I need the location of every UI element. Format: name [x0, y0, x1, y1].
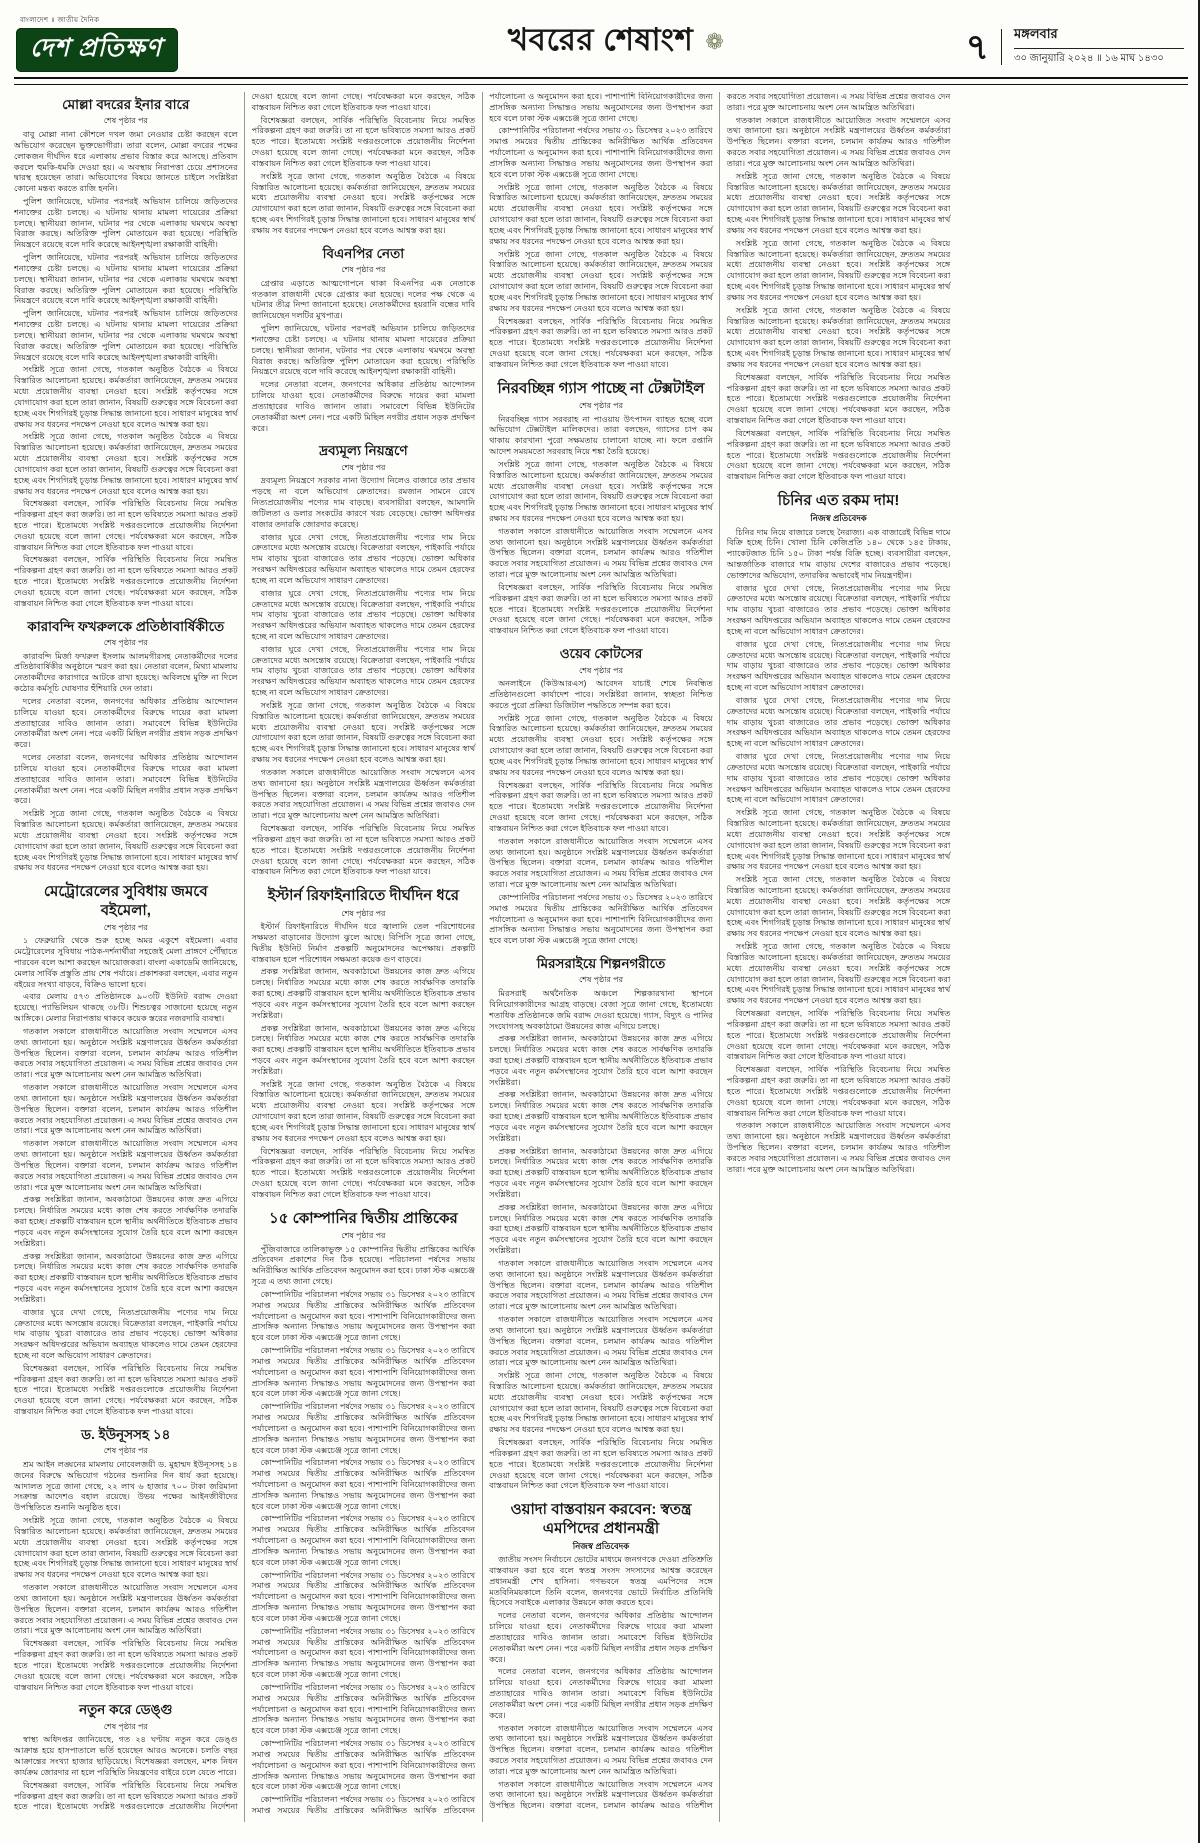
body-paragraph: কোম্পানিটির পরিচালনা পর্ষদের সভায় ৩১ ডিসেম্বর ২০২৩ তারিখে সমাপ্ত সময়ের দ্বিতীয় প্রান্তিকের অনিরীক্ষিত আর্থিক প্রতিবেদন পর্যালোচনা ও অনুমোদন করা হবে। পাশাপাশি বিনিয়োগকারীদের জন্য প্রাসঙ্গিক অন্যান্য সিদ্ধান্তও সভায় অনুমোদনের জন্য উপস্থাপন করা হবে বলে ঢাকা স্টক এক্সচেঞ্জ সূত্রে জানা গেছে। — [251, 1570, 476, 1623]
continued-from-label: শেষ পৃষ্ঠার পর — [103, 922, 148, 932]
body-paragraph: সংশ্লিষ্ট সূত্রে জানা গেছে, গতকাল অনুষ্ঠিত বৈঠকে এ বিষয়ে বিস্তারিত আলোচনা হয়েছে। কর্মকর্তারা জানিয়েছেন, দ্রুততম সময়ের মধ্যে প্রয়োজনীয় ব্যবস্থা নেওয়া হবে। সংশ্লিষ্ট কর্তৃপক্ষের সঙ্গে যোগাযোগ করা হলে তারা জানান, বিষয়টি গুরুত্বের সঙ্গে বিবেচনা করা হচ্ছে এবং শিগগিরই চূড়ান্ত সিদ্ধান্ত জানানো হবে। সাধারণ মানুষের স্বার্থ রক্ষায় সব ধরনের পদক্ষেপ নেওয়া হবে বলেও আশ্বস্ত করা হয়। — [489, 713, 713, 777]
body-paragraph: বিশেষজ্ঞরা বলছেন, সার্বিক পরিস্থিতি বিবেচনায় নিয়ে সমন্বিত পরিকল্পনা গ্রহণ করা জরুরি। তা না হলে ভবিষ্যতে সমস্যা আরও প্রকট হতে পারে। ইতোমধ্যে সংশ্লিষ্ট দপ্তরগুলোকে প্রয়োজনীয় নির্দেশনা দেওয়া হয়েছে বলে জানা গেছে। পর্যবেক্ষকরা মনে করছেন, সঠিক বাস্তবায়ন নিশ্চিত করা গেলে ইতিবাচক ফল পাওয়া যাবে। — [489, 582, 713, 636]
article-mirsarai — [489, 956, 713, 1492]
body-paragraph: গতকাল সকালে রাজধানীতে আয়োজিত সংবাদ সম্মেলনে এসব তথ্য জানানো হয়। অনুষ্ঠানে সংশ্লিষ্ট মন্ত্রণালয়ের ঊর্ধ্বতন কর্মকর্তারা উপস্থিত ছিলেন। বক্তারা বলেন, চলমান কার্যক্রম আরও গতিশীল করতে সবার সহযোগিতা প্রয়োজন। এ সময় বিভিন্ন প্রশ্নের জবাবও দেন তারা। পরে মুক্ত আলোচনায় অংশ নেন আমন্ত্রিত অতিথিরা। — [489, 1315, 713, 1368]
body-paragraph: সংশ্লিষ্ট সূত্রে জানা গেছে, গতকাল অনুষ্ঠিত বৈঠকে এ বিষয়ে বিস্তারিত আলোচনা হয়েছে। কর্মকর্তারা জানিয়েছেন, দ্রুততম সময়ের মধ্যে প্রয়োজনীয় ব্যবস্থা নেওয়া হবে। সংশ্লিষ্ট কর্তৃপক্ষের সঙ্গে যোগাযোগ করা হলে তারা জানান, বিষয়টি গুরুত্বের সঙ্গে বিবেচনা করা হচ্ছে এবং শিগগিরই চূড়ান্ত সিদ্ধান্ত জানানো হবে। সাধারণ মানুষের স্বার্থ রক্ষায় সব ধরনের পদক্ষেপ নেওয়া হবে বলেও আশ্বস্ত করা হয়। — [489, 1371, 713, 1435]
body-paragraph: প্রকল্প সংশ্লিষ্টরা জানান, অবকাঠামো উন্নয়নের কাজ দ্রুত এগিয়ে চলছে। নির্ধারিত সময়ের মধ্যে কাজ শেষ করতে সার্বক্ষণিক তদারকি করা হচ্ছে। প্রকল্পটি বাস্তবায়ন হলে স্থানীয় অর্থনীতিতে ইতিবাচক প্রভাব পড়বে এবং নতুন কর্মসংস্থানের সুযোগ তৈরি হবে বলে আশা করছেন সংশ্লিষ্টরা। — [251, 1023, 476, 1076]
body-paragraph: পুঁজিবাজারে তালিকাভুক্ত ১৫ কোম্পানির দ্বিতীয় প্রান্তিকের আর্থিক প্রতিবেদন প্রকাশের দিন ঠিক হয়েছে। পরিচালনা পর্ষদের সভায় অনিরীক্ষিত আর্থিক প্রতিবেদন অনুমোদন করা হবে। ঢাকা স্টক এক্সচেঞ্জ সূত্রে এ তথ্য জানা গেছে। — [251, 1244, 476, 1287]
body-paragraph: সংশ্লিষ্ট সূত্রে জানা গেছে, গতকাল অনুষ্ঠিত বৈঠকে এ বিষয়ে বিস্তারিত আলোচনা হয়েছে। কর্মকর্তারা জানিয়েছেন, দ্রুততম সময়ের মধ্যে প্রয়োজনীয় ব্যবস্থা নেওয়া হবে। সংশ্লিষ্ট কর্তৃপক্ষের সঙ্গে যোগাযোগ করা হলে তারা জানান, বিষয়টি গুরুত্বের সঙ্গে বিবেচনা করা হচ্ছে এবং শিগগিরই চূড়ান্ত সিদ্ধান্ত জানানো হবে। সাধারণ মানুষের স্বার্থ রক্ষায় সব ধরনের পদক্ষেপ নেওয়া হবে বলেও আশ্বস্ত করা হয়। — [251, 171, 476, 235]
body-paragraph: সংশ্লিষ্ট সূত্রে জানা গেছে, গতকাল অনুষ্ঠিত বৈঠকে এ বিষয়ে বিস্তারিত আলোচনা হয়েছে। কর্মকর্তারা জানিয়েছেন, দ্রুততম সময়ের মধ্যে প্রয়োজনীয় ব্যবস্থা নেওয়া হবে। সংশ্লিষ্ট কর্তৃপক্ষের সঙ্গে যোগাযোগ করা হলে তারা জানান, বিষয়টি গুরুত্বের সঙ্গে বিবেচনা করা হচ্ছে এবং শিগগিরই চূড়ান্ত সিদ্ধান্ত জানানো হবে। সাধারণ মানুষের স্বার্থ রক্ষায় সব ধরনের পদক্ষেপ নেওয়া হবে বলেও আশ্বস্ত করা হয়। — [726, 171, 951, 235]
body-paragraph: সংশ্লিষ্ট সূত্রে জানা গেছে, গতকাল অনুষ্ঠিত বৈঠকে এ বিষয়ে বিস্তারিত আলোচনা হয়েছে। কর্মকর্তারা জানিয়েছেন, দ্রুততম সময়ের মধ্যে প্রয়োজনীয় ব্যবস্থা নেওয়া হবে। সংশ্লিষ্ট কর্তৃপক্ষের সঙ্গে যোগাযোগ করা হলে তারা জানান, বিষয়টি গুরুত্বের সঙ্গে বিবেচনা করা হচ্ছে এবং শিগগিরই চূড়ান্ত সিদ্ধান্ত জানানো হবে। সাধারণ মানুষের স্বার্থ রক্ষায় সব ধরনের পদক্ষেপ নেওয়া হবে বলেও আশ্বস্ত করা হয়। — [726, 238, 951, 302]
body-paragraph: পুলিশ জানিয়েছে, ঘটনার পরপরই অভিযান চালিয়ে জড়িতদের শনাক্তের চেষ্টা চলছে। এ ঘটনায় থানায় মামলা দায়েরের প্রক্রিয়া চলছে। স্থানীয়রা জানান, ঘটনার পর থেকে এলাকায় থমথমে অবস্থা বিরাজ করছে। অতিরিক্ত পুলিশ মোতায়েন করা হয়েছে। পরিস্থিতি নিয়ন্ত্রণে রয়েছে বলে দাবি করেছে আইনশৃঙ্খলা রক্ষাকারী বাহিনী। — [14, 196, 238, 250]
body-paragraph: কোম্পানিটির পরিচালনা পর্ষদের সভায় ৩১ ডিসেম্বর ২০২৩ তারিখে সমাপ্ত সময়ের দ্বিতীয় প্রান্তিকের অনিরীক্ষিত আর্থিক প্রতিবেদন পর্যালোচনা ও অনুমোদন করা হবে। পাশাপাশি বিনিয়োগকারীদের জন্য প্রাসঙ্গিক অন্যান্য সিদ্ধান্তও সভায় অনুমোদনের জন্য উপস্থাপন করা হবে বলে ঢাকা স্টক এক্সচেঞ্জ সূত্রে জানা গেছে। — [489, 126, 713, 179]
continued-from-label: শেষ পৃষ্ঠার পর — [103, 1721, 148, 1731]
continued-from-label: শেষ পৃষ্ঠার পর — [341, 908, 386, 918]
body-paragraph: বিশেষজ্ঞরা বলছেন, সার্বিক পরিস্থিতি বিবেচনায় নিয়ে সমন্বিত পরিকল্পনা গ্রহণ করা জরুরি। তা না হলে ভবিষ্যতে সমস্যা আরও প্রকট হতে পারে। ইতোমধ্যে সংশ্লিষ্ট দপ্তরগুলোকে প্রয়োজনীয় নির্দেশনা দেওয়া হয়েছে বলে জানা গেছে। পর্যবেক্ষকরা মনে করছেন, সঠিক বাস্তবায়ন নিশ্চিত করা গেলে ইতিবাচক ফল পাওয়া যাবে। — [489, 316, 713, 369]
continued-from-label: শেষ পৃষ্ঠার পর — [341, 462, 386, 472]
byline: নিজস্ব প্রতিবেদক — [810, 513, 867, 524]
body-paragraph: সংশ্লিষ্ট সূত্রে জানা গেছে, গতকাল অনুষ্ঠিত বৈঠকে এ বিষয়ে বিস্তারিত আলোচনা হয়েছে। কর্মকর্তারা জানিয়েছেন, দ্রুততম সময়ের মধ্যে প্রয়োজনীয় ব্যবস্থা নেওয়া হবে। সংশ্লিষ্ট কর্তৃপক্ষের সঙ্গে যোগাযোগ করা হলে তারা জানান, বিষয়টি গুরুত্বের সঙ্গে বিবেচনা করা হচ্ছে এবং শিগগিরই চূড়ান্ত সিদ্ধান্ত জানানো হবে। সাধারণ মানুষের স্বার্থ রক্ষায় সব ধরনের পদক্ষেপ নেওয়া হবে বলেও আশ্বস্ত করা হয়। — [726, 808, 951, 872]
continued-from-label: শেষ পৃষ্ঠার পর — [341, 1231, 386, 1241]
body-paragraph: এবার মেলায় ৫৭৩ প্রতিষ্ঠানকে ৯০৩টি ইউনিট বরাদ্দ দেওয়া হয়েছে। প্যাভিলিয়ন থাকছে ৩৮টি। শিশুচত্বর সাজানো হয়েছে নতুন আঙ্গিকে। মেলার নিরাপত্তায় থাকবে কয়েক স্তরের নজরদারি ব্যবস্থা। — [14, 992, 238, 1024]
body-paragraph: পুলিশ জানিয়েছে, ঘটনার পরপরই অভিযান চালিয়ে জড়িতদের শনাক্তের চেষ্টা চলছে। এ ঘটনায় থানায় মামলা দায়েরের প্রক্রিয়া চলছে। স্থানীয়রা জানান, ঘটনার পর থেকে এলাকায় থমথমে অবস্থা বিরাজ করছে। অতিরিক্ত পুলিশ মোতায়েন করা হয়েছে। পরিস্থিতি নিয়ন্ত্রণে রয়েছে বলে দাবি করেছে আইনশৃঙ্খলা রক্ষাকারী বাহিনী। — [14, 253, 238, 306]
body-paragraph: বাজার ঘুরে দেখা গেছে, নিত্যপ্রয়োজনীয় পণ্যের দাম নিয়ে ক্রেতাদের মধ্যে অসন্তোষ রয়েছে। বিক্রেতারা বলছেন, পাইকারি পর্যায়ে দাম বাড়ায় খুচরা বাজারেও তার প্রভাব পড়েছে। ভোক্তা অধিকার সংরক্ষণ অধিদপ্তরের অভিযান অব্যাহত থাকলেও দামে তেমন হেরফের হচ্ছে না বলে অভিযোগ সাধারণ ক্রেতাদের। — [726, 695, 951, 749]
continued-from-label: শেষ পৃষ্ঠার পর — [341, 265, 386, 275]
section-title: খবরের শেষাংশ — [507, 22, 694, 57]
body-paragraph: প্রকল্প সংশ্লিষ্টরা জানান, অবকাঠামো উন্নয়নের কাজ দ্রুত এগিয়ে চলছে। নির্ধারিত সময়ের মধ্যে কাজ শেষ করতে সার্বক্ষণিক তদারকি করা হচ্ছে। প্রকল্পটি বাস্তবায়ন হলে স্থানীয় অর্থনীতিতে ইতিবাচক প্রভাব পড়বে এবং নতুন কর্মসংস্থানের সুযোগ তৈরি হবে বলে আশা করছেন সংশ্লিষ্টরা। — [251, 967, 476, 1020]
body-paragraph: গতকাল সকালে রাজধানীতে আয়োজিত সংবাদ সম্মেলনে এসব তথ্য জানানো হয়। অনুষ্ঠানে সংশ্লিষ্ট মন্ত্রণালয়ের ঊর্ধ্বতন কর্মকর্তারা উপস্থিত ছিলেন। বক্তারা বলেন, চলমান কার্যক্রম আরও গতিশীল করতে সবার সহযোগিতা প্রয়োজন। এ সময় বিভিন্ন প্রশ্নের জবাবও দেন তারা। পরে মুক্ত আলোচনায় অংশ নেন আমন্ত্রিত অতিথিরা। — [489, 836, 713, 890]
body-paragraph: প্রকল্প সংশ্লিষ্টরা জানান, অবকাঠামো উন্নয়নের কাজ দ্রুত এগিয়ে চলছে। নির্ধারিত সময়ের মধ্যে কাজ শেষ করতে সার্বক্ষণিক তদারকি করা হচ্ছে। প্রকল্পটি বাস্তবায়ন হলে স্থানীয় অর্থনীতিতে ইতিবাচক প্রভাব পড়বে এবং নতুন কর্মসংস্থানের সুযোগ তৈরি হবে বলে আশা করছেন সংশ্লিষ্টরা। — [14, 1195, 238, 1248]
body-paragraph: বিশেষজ্ঞরা বলছেন, সার্বিক পরিস্থিতি বিবেচনায় নিয়ে সমন্বিত পরিকল্পনা গ্রহণ করা জরুরি। তা না হলে ভবিষ্যতে সমস্যা আরও প্রকট হতে পারে। ইতোমধ্যে সংশ্লিষ্ট দপ্তরগুলোকে প্রয়োজনীয় নির্দেশনা দেওয়া হয়েছে বলে জানা গেছে। পর্যবেক্ষকরা মনে করছেন, সঠিক বাস্তবায়ন নিশ্চিত করা গেলে ইতিবাচক ফল পাওয়া যাবে। — [251, 824, 476, 877]
body-paragraph: সংশ্লিষ্ট সূত্রে জানা গেছে, গতকাল অনুষ্ঠিত বৈঠকে এ বিষয়ে বিস্তারিত আলোচনা হয়েছে। কর্মকর্তারা জানিয়েছেন, দ্রুততম সময়ের মধ্যে প্রয়োজনীয় ব্যবস্থা নেওয়া হবে। সংশ্লিষ্ট কর্তৃপক্ষের সঙ্গে যোগাযোগ করা হলে তারা জানান, বিষয়টি গুরুত্বের সঙ্গে বিবেচনা করা হচ্ছে এবং শিগগিরই চূড়ান্ত সিদ্ধান্ত জানানো হবে। সাধারণ মানুষের স্বার্থ রক্ষায় সব ধরনের পদক্ষেপ নেওয়া হবে বলেও আশ্বস্ত করা হয়। — [489, 182, 713, 246]
body-paragraph: কোম্পানিটির পরিচালনা পর্ষদের সভায় ৩১ ডিসেম্বর ২০২৩ তারিখে সমাপ্ত সময়ের দ্বিতীয় প্রান্তিকের অনিরীক্ষিত আর্থিক প্রতিবেদন পর্যালোচনা ও অনুমোদন করা হবে। পাশাপাশি বিনিয়োগকারীদের জন্য প্রাসঙ্গিক অন্যান্য সিদ্ধান্তও সভায় অনুমোদনের জন্য উপস্থাপন করা হবে বলে ঢাকা স্টক এক্সচেঞ্জ সূত্রে জানা গেছে। — [251, 1514, 476, 1567]
body-paragraph: নিরবচ্ছিন্ন গ্যাস সরবরাহ না পাওয়ায় উৎপাদন ব্যাহত হচ্ছে বলে অভিযোগ টেক্সটাইল মালিকদের। তারা বলছেন, গ্যাসের চাপ কম থাকায় কারখানা পুরো সক্ষমতায় চালানো যাচ্ছে না। ফলে রপ্তানি আদেশ সময়মতো সরবরাহ নিয়ে শঙ্কা তৈরি হয়েছে। — [489, 414, 713, 457]
headline: কারাবন্দি ফখরুলকে প্রতিষ্ঠাবার্ষিকীতে — [27, 618, 225, 634]
body-paragraph: গতকাল সকালে রাজধানীতে আয়োজিত সংবাদ সম্মেলনে এসব তথ্য জানানো হয়। অনুষ্ঠানে সংশ্লিষ্ট মন্ত্রণালয়ের ঊর্ধ্বতন কর্মকর্তারা উপস্থিত ছিলেন। বক্তারা বলেন, চলমান কার্যক্রম আরও গতিশীল করতে সবার সহযোগিতা প্রয়োজন। এ সময় বিভিন্ন প্রশ্নের জবাবও দেন তারা। পরে মুক্ত আলোচনায় অংশ নেন আমন্ত্রিত অতিথিরা। — [14, 1139, 238, 1192]
newspaper-brand — [16, 14, 266, 72]
body-paragraph: গতকাল সকালে রাজধানীতে আয়োজিত সংবাদ সম্মেলনে এসব তথ্য জানানো হয়। অনুষ্ঠানে সংশ্লিষ্ট মন্ত্রণালয়ের ঊর্ধ্বতন কর্মকর্তারা উপস্থিত ছিলেন। বক্তারা বলেন, চলমান কার্যক্রম আরও গতিশীল করতে সবার সহযোগিতা প্রয়োজন। এ সময় বিভিন্ন প্রশ্নের জবাবও দেন তারা। পরে মুক্ত আলোচনায় অংশ নেন আমন্ত্রিত অতিথিরা। — [14, 1583, 238, 1636]
article-web-quotes — [489, 646, 713, 947]
article-yunus — [14, 1427, 238, 1693]
body-paragraph: গতকাল সকালে রাজধানীতে আয়োজিত সংবাদ সম্মেলনে এসব তথ্য জানানো হয়। অনুষ্ঠানে সংশ্লিষ্ট মন্ত্রণালয়ের ঊর্ধ্বতন কর্মকর্তারা উপস্থিত ছিলেন। বক্তারা বলেন, চলমান কার্যক্রম আরও গতিশীল করতে সবার সহযোগিতা প্রয়োজন। এ সময় বিভিন্ন প্রশ্নের জবাবও দেন তারা। পরে মুক্ত আলোচনায় অংশ নেন আমন্ত্রিত অতিথিরা। — [251, 767, 476, 821]
body-paragraph: বিশেষজ্ঞরা বলছেন, সার্বিক পরিস্থিতি বিবেচনায় নিয়ে সমন্বিত পরিকল্পনা গ্রহণ করা জরুরি। তা না হলে ভবিষ্যতে সমস্যা আরও প্রকট হতে পারে। ইতোমধ্যে সংশ্লিষ্ট দপ্তরগুলোকে প্রয়োজনীয় নির্দেশনা দেওয়া হয়েছে বলে জানা গেছে। পর্যবেক্ষকরা মনে করছেন, সঠিক বাস্তবায়ন নিশ্চিত করা গেলে ইতিবাচক ফল পাওয়া যাবে। — [251, 115, 476, 168]
headline: মেট্রোরেলের সুবিধায় জমবে বইমেলা, — [43, 883, 208, 919]
body-paragraph: বিশেষজ্ঞরা বলছেন, সার্বিক পরিস্থিতি বিবেচনায় নিয়ে সমন্বিত পরিকল্পনা গ্রহণ করা জরুরি। তা না হলে ভবিষ্যতে সমস্যা আরও প্রকট হতে পারে। ইতোমধ্যে সংশ্লিষ্ট দপ্তরগুলোকে প্রয়োজনীয় নির্দেশনা দেওয়া হয়েছে বলে জানা গেছে। পর্যবেক্ষকরা মনে করছেন, সঠিক বাস্তবায়ন নিশ্চিত করা গেলে ইতিবাচক ফল পাওয়া যাবে। — [726, 428, 951, 482]
headline: মিরসরাইয়ে শিল্পনগরীতে — [536, 956, 666, 971]
page-number: ৭ — [965, 25, 989, 67]
body-paragraph: গতকাল সকালে রাজধানীতে আয়োজিত সংবাদ সম্মেলনে এসব তথ্য জানানো হয়। অনুষ্ঠানে সংশ্লিষ্ট মন্ত্রণালয়ের ঊর্ধ্বতন কর্মকর্তারা উপস্থিত ছিলেন। বক্তারা বলেন, চলমান কার্যক্রম আরও গতিশীল করতে সবার সহযোগিতা প্রয়োজন। এ সময় বিভিন্ন প্রশ্নের জবাবও দেন তারা। পরে মুক্ত আলোচনায় অংশ নেন আমন্ত্রিত অতিথিরা। — [489, 526, 713, 580]
body-paragraph: গতকাল সকালে রাজধানীতে আয়োজিত সংবাদ সম্মেলনে এসব তথ্য জানানো হয়। অনুষ্ঠানে সংশ্লিষ্ট মন্ত্রণালয়ের ঊর্ধ্বতন কর্মকর্তারা উপস্থিত ছিলেন। বক্তারা বলেন, চলমান কার্যক্রম আরও গতিশীল করতে সবার সহযোগিতা প্রয়োজন। এ সময় বিভিন্ন প্রশ্নের জবাবও দেন তারা। পরে মুক্ত আলোচনায় অংশ নেন আমন্ত্রিত অতিথিরা। — [489, 92, 951, 1811]
byline: নিজস্ব প্রতিবেদক — [572, 1540, 630, 1551]
body-paragraph: দলের নেতারা বলেন, জনগণের অধিকার প্রতিষ্ঠায় আন্দোলন চালিয়ে যাওয়া হবে। নেতাকর্মীদের বিরুদ্ধে দায়ের করা মামলা প্রত্যাহারের দাবিও জানান তারা। সমাবেশে বিভিন্ন ইউনিটের নেতাকর্মীরা অংশ নেন। পরে একটি মিছিল নগরীর প্রধান সড়ক প্রদক্ষিণ করে। — [251, 380, 476, 433]
body-paragraph: কোম্পানিটির পরিচালনা পর্ষদের সভায় ৩১ ডিসেম্বর ২০২৩ তারিখে সমাপ্ত সময়ের দ্বিতীয় প্রান্তিকের অনিরীক্ষিত আর্থিক প্রতিবেদন পর্যালোচনা ও অনুমোদন করা হবে। পাশাপাশি বিনিয়োগকারীদের জন্য প্রাসঙ্গিক অন্যান্য সিদ্ধান্তও সভায় অনুমোদনের জন্য উপস্থাপন করা হবে বলে ঢাকা স্টক এক্সচেঞ্জ সূত্রে জানা গেছে। — [251, 92, 713, 1815]
headline: ড. ইউনূসসহ ১৪ — [81, 1426, 171, 1442]
body-paragraph: বিশেষজ্ঞরা বলছেন, সার্বিক পরিস্থিতি বিবেচনায় নিয়ে সমন্বিত পরিকল্পনা গ্রহণ করা জরুরি। তা না হলে ভবিষ্যতে সমস্যা আরও প্রকট হতে পারে। ইতোমধ্যে সংশ্লিষ্ট দপ্তরগুলোকে প্রয়োজনীয় নির্দেশনা দেওয়া হয়েছে বলে জানা গেছে। পর্যবেক্ষকরা মনে করছেন, সঠিক বাস্তবায়ন নিশ্চিত করা গেলে ইতিবাচক ফল পাওয়া যাবে। — [489, 780, 713, 833]
article-boimela-metro — [14, 883, 238, 1418]
body-paragraph: কোম্পানিটির পরিচালনা পর্ষদের সভায় ৩১ ডিসেম্বর ২০২৩ তারিখে সমাপ্ত সময়ের দ্বিতীয় প্রান্তিকের অনিরীক্ষিত আর্থিক প্রতিবেদন পর্যালোচনা ও অনুমোদন করা হবে। পাশাপাশি বিনিয়োগকারীদের জন্য প্রাসঙ্গিক অন্যান্য সিদ্ধান্তও সভায় অনুমোদনের জন্য উপস্থাপন করা হবে বলে ঢাকা স্টক এক্সচেঞ্জ সূত্রে জানা গেছে। — [251, 1739, 476, 1792]
body-paragraph: সংশ্লিষ্ট সূত্রে জানা গেছে, গতকাল অনুষ্ঠিত বৈঠকে এ বিষয়ে বিস্তারিত আলোচনা হয়েছে। কর্মকর্তারা জানিয়েছেন, দ্রুততম সময়ের মধ্যে প্রয়োজনীয় ব্যবস্থা নেওয়া হবে। সংশ্লিষ্ট কর্তৃপক্ষের সঙ্গে যোগাযোগ করা হলে তারা জানান, বিষয়টি গুরুত্বের সঙ্গে বিবেচনা করা হচ্ছে এবং শিগগিরই চূড়ান্ত সিদ্ধান্ত জানানো হবে। সাধারণ মানুষের স্বার্থ রক্ষায় সব ধরনের পদক্ষেপ নেওয়া হবে বলেও আশ্বস্ত করা হয়। — [489, 249, 713, 313]
flower-ornament-icon: ❁ — [705, 29, 724, 54]
headline: মোল্লা বদরের ইনার বারে — [62, 97, 190, 112]
body-paragraph: বাবু মোল্লা নানা কৌশলে দখল জমা নেওয়ার চেষ্টা করছেন বলে অভিযোগ করেছেন ভুক্তভোগীরা। তারা বলেন, মোল্লা বদরের পক্ষের লোকজন দীর্ঘদিন ধরে এলাকায় প্রভাব বিস্তার করে আসছে। প্রতিবাদ করলে হুমকি-ধমকি দেওয়া হয়। এ অবস্থায় নিরাপত্তা চেয়ে প্রশাসনের দ্বারস্থ হয়েছেন তারা। অভিযোগের বিষয়ে জানতে চাইলে সংশ্লিষ্টরা কোনো মন্তব্য করতে রাজি হননি। — [14, 130, 238, 194]
body-paragraph: অনলাইনে (কিউআরএস) আবেদন যাচাই শেষে নিবন্ধিত প্রতিষ্ঠানগুলো কার্যাদেশ পাবে। সংশ্লিষ্টরা জানান, স্বচ্ছতা নিশ্চিত করতে পুরো প্রক্রিয়া ডিজিটাল পদ্ধতিতে সম্পন্ন করা হবে। — [489, 679, 713, 710]
body-paragraph: বাজার ঘুরে দেখা গেছে, নিত্যপ্রয়োজনীয় পণ্যের দাম নিয়ে ক্রেতাদের মধ্যে অসন্তোষ রয়েছে। বিক্রেতারা বলছেন, পাইকারি পর্যায়ে দাম বাড়ায় খুচরা বাজারেও তার প্রভাব পড়েছে। ভোক্তা অধিকার সংরক্ষণ অধিদপ্তরের অভিযান অব্যাহত থাকলেও দামে তেমন হেরফের হচ্ছে না বলে অভিযোগ সাধারণ ক্রেতাদের। — [251, 532, 476, 585]
body-paragraph: গতকাল সকালে রাজধানীতে আয়োজিত সংবাদ সম্মেলনে এসব তথ্য জানানো হয়। অনুষ্ঠানে সংশ্লিষ্ট মন্ত্রণালয়ের ঊর্ধ্বতন কর্মকর্তারা উপস্থিত ছিলেন। বক্তারা বলেন, চলমান কার্যক্রম আরও গতিশীল করতে সবার সহযোগিতা প্রয়োজন। এ সময় বিভিন্ন প্রশ্নের জবাবও দেন তারা। পরে মুক্ত আলোচনায় অংশ নেন আমন্ত্রিত অতিথিরা। — [14, 1026, 238, 1080]
continued-from-label: শেষ পৃষ্ঠার পর — [103, 1446, 148, 1456]
body-paragraph: বাজার ঘুরে দেখা গেছে, নিত্যপ্রয়োজনীয় পণ্যের দাম নিয়ে ক্রেতাদের মধ্যে অসন্তোষ রয়েছে। বিক্রেতারা বলছেন, পাইকারি পর্যায়ে দাম বাড়ায় খুচরা বাজারেও তার প্রভাব পড়েছে। ভোক্তা অধিকার সংরক্ষণ অধিদপ্তরের অভিযান অব্যাহত থাকলেও দামে তেমন হেরফের হচ্ছে না বলে অভিযোগ সাধারণ ক্রেতাদের। — [251, 644, 476, 698]
newspaper-logo: দেশ প্রতিক্ষণ — [16, 28, 178, 72]
continued-from-label: শেষ পৃষ্ঠার পর — [578, 975, 623, 985]
body-paragraph: বিশেষজ্ঞরা বলছেন, সার্বিক পরিস্থিতি বিবেচনায় নিয়ে সমন্বিত পরিকল্পনা গ্রহণ করা জরুরি। তা না হলে ভবিষ্যতে সমস্যা আরও প্রকট হতে পারে। ইতোমধ্যে সংশ্লিষ্ট দপ্তরগুলোকে প্রয়োজনীয় নির্দেশনা দেওয়া হয়েছে বলে জানা গেছে। পর্যবেক্ষকরা মনে করছেন, সঠিক বাস্তবায়ন নিশ্চিত করা গেলে ইতিবাচক ফল পাওয়া যাবে। — [489, 1438, 713, 1491]
body-paragraph: পুলিশ জানিয়েছে, ঘটনার পরপরই অভিযান চালিয়ে জড়িতদের শনাক্তের চেষ্টা চলছে। এ ঘটনায় থানায় মামলা দায়েরের প্রক্রিয়া চলছে। স্থানীয়রা জানান, ঘটনার পর থেকে এলাকায় থমথমে অবস্থা বিরাজ করছে। অতিরিক্ত পুলিশ মোতায়েন করা হয়েছে। পরিস্থিতি নিয়ন্ত্রণে রয়েছে বলে দাবি করেছে আইনশৃঙ্খলা রক্ষাকারী বাহিনী। — [251, 324, 476, 377]
body-paragraph: কোম্পানিটির পরিচালনা পর্ষদের সভায় ৩১ ডিসেম্বর ২০২৩ তারিখে সমাপ্ত সময়ের দ্বিতীয় প্রান্তিকের অনিরীক্ষিত আর্থিক প্রতিবেদন পর্যালোচনা ও অনুমোদন করা হবে। পাশাপাশি বিনিয়োগকারীদের জন্য প্রাসঙ্গিক অন্যান্য সিদ্ধান্তও সভায় অনুমোদনের জন্য উপস্থাপন করা হবে বলে ঢাকা স্টক এক্সচেঞ্জ সূত্রে জানা গেছে। — [489, 892, 713, 946]
body-paragraph: ইস্টার্ন রিফাইনারিতে দীর্ঘদিন ধরে জ্বালানি তেল পরিশোধনের সক্ষমতা বাড়ানোর উদ্যোগ ঝুলে আছে। বিপিসি সূত্রে জানা গেছে, দ্বিতীয় ইউনিট নির্মাণ প্রকল্পটি অনুমোদনের অপেক্ষায়। প্রকল্পটি বাস্তবায়ন হলে পরিশোধন সক্ষমতা কয়েক গুণ বাড়বে। — [251, 922, 476, 964]
body-paragraph: জাতীয় সংসদ নির্বাচনে ভোটের মাধ্যমে জনগণকে দেওয়া প্রতিশ্রুতি বাস্তবায়ন করা হবে বলে স্বতন্ত্র সংসদ সদস্যদের আশ্বস্ত করেছেন প্রধানমন্ত্রী শেখ হাসিনা। গণভবনে স্বতন্ত্র এমপিদের সঙ্গে মতবিনিময়কালে তিনি বলেন, জনগণের ভোটে নির্বাচিত প্রতিনিধি হিসেবে সবাইকে এলাকার উন্নয়নে কাজ করতে হবে। — [489, 1555, 713, 1608]
body-paragraph: গ্রেপ্তার এড়াতে আত্মগোপনে থাকা বিএনপির এক নেতাকে গতকাল রাজধানী থেকে গ্রেপ্তার করা হয়েছে। দলের পক্ষ থেকে এ ঘটনার তীব্র নিন্দা জানানো হয়েছে। নেতাকর্মীদের হয়রানি বন্ধের দাবি জানিয়েছেন দলটির মুখপাত্র। — [251, 278, 476, 321]
body-paragraph: বিশেষজ্ঞরা বলছেন, সার্বিক পরিস্থিতি বিবেচনায় নিয়ে সমন্বিত পরিকল্পনা গ্রহণ করা জরুরি। তা না হলে ভবিষ্যতে সমস্যা আরও প্রকট হতে পারে। ইতোমধ্যে সংশ্লিষ্ট দপ্তরগুলোকে প্রয়োজনীয় নির্দেশনা দেওয়া হয়েছে বলে জানা গেছে। পর্যবেক্ষকরা মনে করছেন, সঠিক বাস্তবায়ন নিশ্চিত করা গেলে ইতিবাচক ফল পাওয়া যাবে। — [726, 1065, 951, 1118]
body-paragraph: প্রকল্প সংশ্লিষ্টরা জানান, অবকাঠামো উন্নয়নের কাজ দ্রুত এগিয়ে চলছে। নির্ধারিত সময়ের মধ্যে কাজ শেষ করতে সার্বক্ষণিক তদারকি করা হচ্ছে। প্রকল্পটি বাস্তবায়ন হলে স্থানীয় অর্থনীতিতে ইতিবাচক প্রভাব পড়বে এবং নতুন কর্মসংস্থানের সুযোগ তৈরি হবে বলে আশা করছেন সংশ্লিষ্টরা। — [489, 1034, 713, 1087]
body-paragraph: দলের নেতারা বলেন, জনগণের অধিকার প্রতিষ্ঠায় আন্দোলন চালিয়ে যাওয়া হবে। নেতাকর্মীদের বিরুদ্ধে দায়ের করা মামলা প্রত্যাহারের দাবিও জানান তারা। সমাবেশে বিভিন্ন ইউনিটের নেতাকর্মীরা অংশ নেন। পরে একটি মিছিল নগরীর প্রধান সড়ক প্রদক্ষিণ করে। — [14, 696, 238, 750]
date-block — [966, 25, 1184, 68]
headline: দ্রব্যমূল্য নিয়ন্ত্রণে — [319, 443, 408, 459]
body-paragraph: কোম্পানিটির পরিচালনা পর্ষদের সভায় ৩১ ডিসেম্বর ২০২৩ তারিখে সমাপ্ত সময়ের দ্বিতীয় প্রান্তিকের অনিরীক্ষিত আর্থিক প্রতিবেদন পর্যালোচনা ও অনুমোদন করা হবে। পাশাপাশি বিনিয়োগকারীদের জন্য প্রাসঙ্গিক অন্যান্য সিদ্ধান্তও সভায় অনুমোদনের জন্য উপস্থাপন করা হবে বলে ঢাকা স্টক এক্সচেঞ্জ সূত্রে জানা গেছে। — [251, 1402, 476, 1455]
body-paragraph: বিশেষজ্ঞরা বলছেন, সার্বিক পরিস্থিতি বিবেচনায় নিয়ে সমন্বিত পরিকল্পনা গ্রহণ করা জরুরি। তা না হলে ভবিষ্যতে সমস্যা আরও প্রকট হতে পারে। ইতোমধ্যে সংশ্লিষ্ট দপ্তরগুলোকে প্রয়োজনীয় নির্দেশনা দেওয়া হয়েছে বলে জানা গেছে। পর্যবেক্ষকরা মনে করছেন, সঠিক বাস্তবায়ন নিশ্চিত করা গেলে ইতিবাচক ফল পাওয়া যাবে। — [14, 1639, 238, 1692]
article-drobbomullo — [252, 443, 476, 878]
section-title-block — [508, 16, 724, 68]
body-paragraph: স্বাস্থ্য অধিদপ্তর জানিয়েছে, গত ২৪ ঘণ্টায় নতুন করে ডেঙ্গু আক্রান্ত হয়ে হাসপাতালে ভর্তি হয়েছেন আরও অনেকে। চলতি বছর আক্রান্তের সংখ্যা হাজার ছাড়িয়েছে। বিশেষজ্ঞরা বলছেন, মশক নিধন কার্যক্রম জোরদার না হলে পরিস্থিতি নিয়ন্ত্রণের বাইরে চলে যেতে পারে। — [14, 1735, 238, 1777]
article-flow — [14, 92, 1188, 1822]
body-paragraph: কোম্পানিটির পরিচালনা পর্ষদের সভায় ৩১ ডিসেম্বর ২০২৩ তারিখে সমাপ্ত সময়ের দ্বিতীয় প্রান্তিকের অনিরীক্ষিত আর্থিক প্রতিবেদন পর্যালোচনা ও অনুমোদন করা হবে। পাশাপাশি বিনিয়োগকারীদের জন্য প্রাসঙ্গিক অন্যান্য সিদ্ধান্তও সভায় অনুমোদনের জন্য উপস্থাপন করা হবে বলে ঢাকা স্টক এক্সচেঞ্জ সূত্রে জানা গেছে। — [251, 1626, 476, 1680]
headline: ওয়েব কোটসের — [559, 646, 643, 662]
body-paragraph: সংশ্লিষ্ট সূত্রে জানা গেছে, গতকাল অনুষ্ঠিত বৈঠকে এ বিষয়ে বিস্তারিত আলোচনা হয়েছে। কর্মকর্তারা জানিয়েছেন, দ্রুততম সময়ের মধ্যে প্রয়োজনীয় ব্যবস্থা নেওয়া হবে। সংশ্লিষ্ট কর্তৃপক্ষের সঙ্গে যোগাযোগ করা হলে তারা জানান, বিষয়টি গুরুত্বের সঙ্গে বিবেচনা করা হচ্ছে এবং শিগগিরই চূড়ান্ত সিদ্ধান্ত জানানো হবে। সাধারণ মানুষের স্বার্থ রক্ষায় সব ধরনের পদক্ষেপ নেওয়া হবে বলেও আশ্বস্ত করা হয়। — [726, 942, 951, 1006]
header-rule — [14, 77, 1188, 85]
body-paragraph: কোম্পানিটির পরিচালনা পর্ষদের সভায় ৩১ ডিসেম্বর ২০২৩ তারিখে সমাপ্ত সময়ের দ্বিতীয় প্রান্তিকের অনিরীক্ষিত আর্থিক প্রতিবেদন পর্যালোচনা ও অনুমোদন করা হবে। পাশাপাশি বিনিয়োগকারীদের জন্য প্রাসঙ্গিক অন্যান্য সিদ্ধান্তও সভায় অনুমোদনের জন্য উপস্থাপন করা হবে বলে ঢাকা স্টক এক্সচেঞ্জ সূত্রে জানা গেছে। — [251, 1289, 476, 1343]
headline: বিএনপির নেতা — [322, 245, 405, 261]
body-paragraph: কোম্পানিটির পরিচালনা পর্ষদের সভায় ৩১ ডিসেম্বর ২০২৩ তারিখে সমাপ্ত সময়ের দ্বিতীয় প্রান্তিকের অনিরীক্ষিত আর্থিক প্রতিবেদন পর্যালোচনা ও অনুমোদন করা হবে। পাশাপাশি বিনিয়োগকারীদের জন্য প্রাসঙ্গিক অন্যান্য সিদ্ধান্তও সভায় অনুমোদনের জন্য উপস্থাপন করা হবে বলে ঢাকা স্টক এক্সচেঞ্জ সূত্রে জানা গেছে। — [251, 1682, 476, 1736]
body-paragraph: প্রকল্প সংশ্লিষ্টরা জানান, অবকাঠামো উন্নয়নের কাজ দ্রুত এগিয়ে চলছে। নির্ধারিত সময়ের মধ্যে কাজ শেষ করতে সার্বক্ষণিক তদারকি করা হচ্ছে। প্রকল্পটি বাস্তবায়ন হলে স্থানীয় অর্থনীতিতে ইতিবাচক প্রভাব পড়বে এবং নতুন কর্মসংস্থানের সুযোগ তৈরি হবে বলে আশা করছেন সংশ্লিষ্টরা। — [489, 1090, 713, 1143]
body-paragraph: সংশ্লিষ্ট সূত্রে জানা গেছে, গতকাল অনুষ্ঠিত বৈঠকে এ বিষয়ে বিস্তারিত আলোচনা হয়েছে। কর্মকর্তারা জানিয়েছেন, দ্রুততম সময়ের মধ্যে প্রয়োজনীয় ব্যবস্থা নেওয়া হবে। সংশ্লিষ্ট কর্তৃপক্ষের সঙ্গে যোগাযোগ করা হলে তারা জানান, বিষয়টি গুরুত্বের সঙ্গে বিবেচনা করা হচ্ছে এবং শিগগিরই চূড়ান্ত সিদ্ধান্ত জানানো হবে। সাধারণ মানুষের স্বার্থ রক্ষায় সব ধরনের পদক্ষেপ নেওয়া হবে বলেও আশ্বস্ত করা হয়। — [14, 809, 238, 873]
body-paragraph: সংশ্লিষ্ট সূত্রে জানা গেছে, গতকাল অনুষ্ঠিত বৈঠকে এ বিষয়ে বিস্তারিত আলোচনা হয়েছে। কর্মকর্তারা জানিয়েছেন, দ্রুততম সময়ের মধ্যে প্রয়োজনীয় ব্যবস্থা নেওয়া হবে। সংশ্লিষ্ট কর্তৃপক্ষের সঙ্গে যোগাযোগ করা হলে তারা জানান, বিষয়টি গুরুত্বের সঙ্গে বিবেচনা করা হচ্ছে এবং শিগগিরই চূড়ান্ত সিদ্ধান্ত জানানো হবে। সাধারণ মানুষের স্বার্থ রক্ষায় সব ধরনের পদক্ষেপ নেওয়া হবে বলেও আশ্বস্ত করা হয়। — [251, 1079, 476, 1143]
brand-tagline: বাংলাদেশ ॥ জাতীয় দৈনিক — [20, 17, 100, 24]
body-paragraph: গতকাল সকালে রাজধানীতে আয়োজিত সংবাদ সম্মেলনে এসব তথ্য জানানো হয়। অনুষ্ঠানে সংশ্লিষ্ট মন্ত্রণালয়ের ঊর্ধ্বতন কর্মকর্তারা উপস্থিত ছিলেন। বক্তারা বলেন, চলমান কার্যক্রম আরও গতিশীল করতে সবার সহযোগিতা প্রয়োজন। এ সময় বিভিন্ন প্রশ্নের জবাবও দেন তারা। পরে মুক্ত আলোচনায় অংশ নেন আমন্ত্রিত অতিথিরা। — [726, 1121, 951, 1174]
day-label: মঙ্গলবার — [1014, 25, 1184, 49]
body-paragraph: বিশেষজ্ঞরা বলছেন, সার্বিক পরিস্থিতি বিবেচনায় নিয়ে সমন্বিত পরিকল্পনা গ্রহণ করা জরুরি। তা না হলে ভবিষ্যতে সমস্যা আরও প্রকট হতে পারে। ইতোমধ্যে সংশ্লিষ্ট দপ্তরগুলোকে প্রয়োজনীয় নির্দেশনা দেওয়া হয়েছে বলে জানা গেছে। পর্যবেক্ষকরা মনে করছেন, সঠিক বাস্তবায়ন নিশ্চিত করা গেলে ইতিবাচক ফল পাওয়া যাবে। — [14, 499, 238, 552]
body-paragraph: বিশেষজ্ঞরা বলছেন, সার্বিক পরিস্থিতি বিবেচনায় নিয়ে সমন্বিত পরিকল্পনা গ্রহণ করা জরুরি। তা না হলে ভবিষ্যতে সমস্যা আরও প্রকট হতে পারে। ইতোমধ্যে সংশ্লিষ্ট দপ্তরগুলোকে প্রয়োজনীয় নির্দেশনা দেওয়া হয়েছে বলে জানা গেছে। পর্যবেক্ষকরা মনে করছেন, সঠিক বাস্তবায়ন নিশ্চিত করা গেলে ইতিবাচক ফল পাওয়া যাবে। — [726, 372, 951, 426]
article-sugar-price — [727, 492, 951, 1176]
body-paragraph: পুলিশ জানিয়েছে, ঘটনার পরপরই অভিযান চালিয়ে জড়িতদের শনাক্তের চেষ্টা চলছে। এ ঘটনায় থানায় মামলা দায়েরের প্রক্রিয়া চলছে। স্থানীয়রা জানান, ঘটনার পর থেকে এলাকায় থমথমে অবস্থা বিরাজ করছে। অতিরিক্ত পুলিশ মোতায়েন করা হয়েছে। পরিস্থিতি নিয়ন্ত্রণে রয়েছে বলে দাবি করেছে আইনশৃঙ্খলা রক্ষাকারী বাহিনী। — [14, 309, 238, 362]
body-paragraph: সংশ্লিষ্ট সূত্রে জানা গেছে, গতকাল অনুষ্ঠিত বৈঠকে এ বিষয়ে বিস্তারিত আলোচনা হয়েছে। কর্মকর্তারা জানিয়েছেন, দ্রুততম সময়ের মধ্যে প্রয়োজনীয় ব্যবস্থা নেওয়া হবে। সংশ্লিষ্ট কর্তৃপক্ষের সঙ্গে যোগাযোগ করা হলে তারা জানান, বিষয়টি গুরুত্বের সঙ্গে বিবেচনা করা হচ্ছে এবং শিগগিরই চূড়ান্ত সিদ্ধান্ত জানানো হবে। সাধারণ মানুষের স্বার্থ রক্ষায় সব ধরনের পদক্ষেপ নেওয়া হবে বলেও আশ্বস্ত করা হয়। — [14, 365, 238, 429]
headline: ১৫ কোম্পানির দ্বিতীয় প্রান্তিকের — [269, 1209, 458, 1227]
body-paragraph: বিশেষজ্ঞরা বলছেন, সার্বিক পরিস্থিতি বিবেচনায় নিয়ে সমন্বিত পরিকল্পনা গ্রহণ করা জরুরি। তা না হলে ভবিষ্যতে সমস্যা আরও প্রকট হতে পারে। ইতোমধ্যে সংশ্লিষ্ট দপ্তরগুলোকে প্রয়োজনীয় নির্দেশনা দেওয়া হয়েছে বলে জানা গেছে। পর্যবেক্ষকরা মনে করছেন, সঠিক বাস্তবায়ন নিশ্চিত করা গেলে ইতিবাচক ফল পাওয়া যাবে। — [14, 555, 238, 608]
body-paragraph: দ্রব্যমূল্য নিয়ন্ত্রণে সরকার নানা উদ্যোগ নিলেও বাজারে তার প্রভাব পড়ছে না বলে অভিযোগ ক্রেতাদের। রমজান সামনে রেখে নিত্যপ্রয়োজনীয় পণ্যের দাম বাড়ছে। ব্যবসায়ীরা বলছেন, আমদানি জটিলতা ও ডলার সংকটের কারণে খরচ বেড়েছে। ভোক্তা অধিদপ্তর বাজার তদারকি জোরদার করেছে। — [251, 476, 476, 529]
body-paragraph: চিনির দাম নিয়ে বাজারে চলছে নৈরাজ্য। এক বাজারেই বিভিন্ন দামে বিক্রি হচ্ছে চিনি। খোলা চিনি কেজিপ্রতি ১৪০ থেকে ১৪৫ টাকায়, প্যাকেটজাত চিনি ১৫০ টাকা পর্যন্ত বিক্রি হচ্ছে। ব্যবসায়ীরা বলছেন, আন্তর্জাতিক বাজারে দাম বাড়ায় দেশের বাজারেও প্রভাব পড়েছে। ভোক্তাদের অভিযোগ, তদারকির অভাবেই দাম নিয়ন্ত্রণহীন। — [726, 527, 951, 580]
body-paragraph: সংশ্লিষ্ট সূত্রে জানা গেছে, গতকাল অনুষ্ঠিত বৈঠকে এ বিষয়ে বিস্তারিত আলোচনা হয়েছে। কর্মকর্তারা জানিয়েছেন, দ্রুততম সময়ের মধ্যে প্রয়োজনীয় ব্যবস্থা নেওয়া হবে। সংশ্লিষ্ট কর্তৃপক্ষের সঙ্গে যোগাযোগ করা হলে তারা জানান, বিষয়টি গুরুত্বের সঙ্গে বিবেচনা করা হচ্ছে এবং শিগগিরই চূড়ান্ত সিদ্ধান্ত জানানো হবে। সাধারণ মানুষের স্বার্থ রক্ষায় সব ধরনের পদক্ষেপ নেওয়া হবে বলেও আশ্বস্ত করা হয়। — [14, 1516, 238, 1580]
body-paragraph: সংশ্লিষ্ট সূত্রে জানা গেছে, গতকাল অনুষ্ঠিত বৈঠকে এ বিষয়ে বিস্তারিত আলোচনা হয়েছে। কর্মকর্তারা জানিয়েছেন, দ্রুততম সময়ের মধ্যে প্রয়োজনীয় ব্যবস্থা নেওয়া হবে। সংশ্লিষ্ট কর্তৃপক্ষের সঙ্গে যোগাযোগ করা হলে তারা জানান, বিষয়টি গুরুত্বের সঙ্গে বিবেচনা করা হচ্ছে এবং শিগগিরই চূড়ান্ত সিদ্ধান্ত জানানো হবে। সাধারণ মানুষের স্বার্থ রক্ষায় সব ধরনের পদক্ষেপ নেওয়া হবে বলেও আশ্বস্ত করা হয়। — [489, 459, 713, 523]
body-paragraph: দলের নেতারা বলেন, জনগণের অধিকার প্রতিষ্ঠায় আন্দোলন চালিয়ে যাওয়া হবে। নেতাকর্মীদের বিরুদ্ধে দায়ের করা মামলা প্রত্যাহারের দাবিও জানান তারা। সমাবেশে বিভিন্ন ইউনিটের নেতাকর্মীরা অংশ নেন। পরে একটি মিছিল নগরীর প্রধান সড়ক প্রদক্ষিণ করে। — [14, 753, 238, 806]
vertical-divider — [1001, 29, 1002, 65]
body-paragraph: বাজার ঘুরে দেখা গেছে, নিত্যপ্রয়োজনীয় পণ্যের দাম নিয়ে ক্রেতাদের মধ্যে অসন্তোষ রয়েছে। বিক্রেতারা বলছেন, পাইকারি পর্যায়ে দাম বাড়ায় খুচরা বাজারেও তার প্রভাব পড়েছে। ভোক্তা অধিকার সংরক্ষণ অধিদপ্তরের অভিযান অব্যাহত থাকলেও দামে তেমন হেরফের হচ্ছে না বলে অভিযোগ সাধারণ ক্রেতাদের। — [14, 1307, 238, 1360]
article-fakhrul — [14, 619, 238, 875]
body-paragraph: বাজার ঘুরে দেখা গেছে, নিত্যপ্রয়োজনীয় পণ্যের দাম নিয়ে ক্রেতাদের মধ্যে অসন্তোষ রয়েছে। বিক্রেতারা বলছেন, পাইকারি পর্যায়ে দাম বাড়ায় খুচরা বাজারেও তার প্রভাব পড়েছে। ভোক্তা অধিকার সংরক্ষণ অধিদপ্তরের অভিযান অব্যাহত থাকলেও দামে তেমন হেরফের হচ্ছে না বলে অভিযোগ সাধারণ ক্রেতাদের। — [726, 752, 951, 805]
body-paragraph: সংশ্লিষ্ট সূত্রে জানা গেছে, গতকাল অনুষ্ঠিত বৈঠকে এ বিষয়ে বিস্তারিত আলোচনা হয়েছে। কর্মকর্তারা জানিয়েছেন, দ্রুততম সময়ের মধ্যে প্রয়োজনীয় ব্যবস্থা নেওয়া হবে। সংশ্লিষ্ট কর্তৃপক্ষের সঙ্গে যোগাযোগ করা হলে তারা জানান, বিষয়টি গুরুত্বের সঙ্গে বিবেচনা করা হচ্ছে এবং শিগগিরই চূড়ান্ত সিদ্ধান্ত জানানো হবে। সাধারণ মানুষের স্বার্থ রক্ষায় সব ধরনের পদক্ষেপ নেওয়া হবে বলেও আশ্বস্ত করা হয়। — [251, 700, 476, 765]
article-molla-bodor — [14, 97, 238, 610]
body-paragraph: সংশ্লিষ্ট সূত্রে জানা গেছে, গতকাল অনুষ্ঠিত বৈঠকে এ বিষয়ে বিস্তারিত আলোচনা হয়েছে। কর্মকর্তারা জানিয়েছেন, দ্রুততম সময়ের মধ্যে প্রয়োজনীয় ব্যবস্থা নেওয়া হবে। সংশ্লিষ্ট কর্তৃপক্ষের সঙ্গে যোগাযোগ করা হলে তারা জানান, বিষয়টি গুরুত্বের সঙ্গে বিবেচনা করা হচ্ছে এবং শিগগিরই চূড়ান্ত সিদ্ধান্ত জানানো হবে। সাধারণ মানুষের স্বার্থ রক্ষায় সব ধরনের পদক্ষেপ নেওয়া হবে বলেও আশ্বস্ত করা হয়। — [726, 305, 951, 369]
body-paragraph: প্রকল্প সংশ্লিষ্টরা জানান, অবকাঠামো উন্নয়নের কাজ দ্রুত এগিয়ে চলছে। নির্ধারিত সময়ের মধ্যে কাজ শেষ করতে সার্বক্ষণিক তদারকি করা হচ্ছে। প্রকল্পটি বাস্তবায়ন হলে স্থানীয় অর্থনীতিতে ইতিবাচক প্রভাব পড়বে এবং নতুন কর্মসংস্থানের সুযোগ তৈরি হবে বলে আশা করছেন সংশ্লিষ্টরা। — [489, 1146, 713, 1199]
body-paragraph: মিরসরাই অর্থনৈতিক অঞ্চলে শিল্পকারখানা স্থাপনে বিনিয়োগকারীদের আগ্রহ বাড়ছে। বেজা সূত্রে জানা গেছে, ইতোমধ্যে শতাধিক প্রতিষ্ঠানকে জমি বরাদ্দ দেওয়া হয়েছে। গ্যাস, বিদ্যুৎ ও পানির সংযোগসহ অবকাঠামো উন্নয়নের কাজ এগিয়ে চলছে। — [489, 989, 713, 1031]
continued-from-label: শেষ পৃষ্ঠার পর — [103, 116, 148, 126]
continued-from-label: শেষ পৃষ্ঠার পর — [578, 665, 623, 675]
body-paragraph: বিশেষজ্ঞরা বলছেন, সার্বিক পরিস্থিতি বিবেচনায় নিয়ে সমন্বিত পরিকল্পনা গ্রহণ করা জরুরি। তা না হলে ভবিষ্যতে সমস্যা আরও প্রকট হতে পারে। ইতোমধ্যে সংশ্লিষ্ট দপ্তরগুলোকে প্রয়োজনীয় নির্দেশনা দেওয়া হয়েছে বলে জানা গেছে। পর্যবেক্ষকরা মনে করছেন, সঠিক বাস্তবায়ন নিশ্চিত করা গেলে ইতিবাচক ফল পাওয়া যাবে। — [251, 1146, 476, 1199]
masthead — [14, 8, 1188, 76]
body-paragraph: গতকাল সকালে রাজধানীতে আয়োজিত সংবাদ সম্মেলনে এসব তথ্য জানানো হয়। অনুষ্ঠানে সংশ্লিষ্ট মন্ত্রণালয়ের ঊর্ধ্বতন কর্মকর্তারা উপস্থিত ছিলেন। বক্তারা বলেন, চলমান কার্যক্রম আরও গতিশীল করতে সবার সহযোগিতা প্রয়োজন। এ সময় বিভিন্ন প্রশ্নের জবাবও দেন তারা। পরে মুক্ত আলোচনায় অংশ নেন আমন্ত্রিত অতিথিরা। — [726, 115, 951, 168]
article-bnp-neta — [252, 246, 476, 435]
body-paragraph: কোম্পানিটির পরিচালনা পর্ষদের সভায় ৩১ ডিসেম্বর ২০২৩ তারিখে সমাপ্ত সময়ের দ্বিতীয় প্রান্তিকের অনিরীক্ষিত আর্থিক প্রতিবেদন পর্যালোচনা ও অনুমোদন করা হবে। পাশাপাশি বিনিয়োগকারীদের জন্য প্রাসঙ্গিক অন্যান্য সিদ্ধান্তও সভায় অনুমোদনের জন্য উপস্থাপন করা হবে বলে ঢাকা স্টক এক্সচেঞ্জ সূত্রে জানা গেছে। — [251, 1346, 476, 1399]
body-paragraph: বাজার ঘুরে দেখা গেছে, নিত্যপ্রয়োজনীয় পণ্যের দাম নিয়ে ক্রেতাদের মধ্যে অসন্তোষ রয়েছে। বিক্রেতারা বলছেন, পাইকারি পর্যায়ে দাম বাড়ায় খুচরা বাজারেও তার প্রভাব পড়েছে। ভোক্তা অধিকার সংরক্ষণ অধিদপ্তরের অভিযান অব্যাহত থাকলেও দামে তেমন হেরফের হচ্ছে না বলে অভিযোগ সাধারণ ক্রেতাদের। — [251, 588, 476, 641]
body-paragraph: প্রকল্প সংশ্লিষ্টরা জানান, অবকাঠামো উন্নয়নের কাজ দ্রুত এগিয়ে চলছে। নির্ধারিত সময়ের মধ্যে কাজ শেষ করতে সার্বক্ষণিক তদারকি করা হচ্ছে। প্রকল্পটি বাস্তবায়ন হলে স্থানীয় অর্থনীতিতে ইতিবাচক প্রভাব পড়বে এবং নতুন কর্মসংস্থানের সুযোগ তৈরি হবে বলে আশা করছেন সংশ্লিষ্টরা। — [14, 1251, 238, 1304]
body-paragraph: বাজার ঘুরে দেখা গেছে, নিত্যপ্রয়োজনীয় পণ্যের দাম নিয়ে ক্রেতাদের মধ্যে অসন্তোষ রয়েছে। বিক্রেতারা বলছেন, পাইকারি পর্যায়ে দাম বাড়ায় খুচরা বাজারেও তার প্রভাব পড়েছে। ভোক্তা অধিকার সংরক্ষণ অধিদপ্তরের অভিযান অব্যাহত থাকলেও দামে তেমন হেরফের হচ্ছে না বলে অভিযোগ সাধারণ ক্রেতাদের। — [726, 639, 951, 693]
day-date — [1014, 25, 1184, 68]
body-paragraph: সংশ্লিষ্ট সূত্রে জানা গেছে, গতকাল অনুষ্ঠিত বৈঠকে এ বিষয়ে বিস্তারিত আলোচনা হয়েছে। কর্মকর্তারা জানিয়েছেন, দ্রুততম সময়ের মধ্যে প্রয়োজনীয় ব্যবস্থা নেওয়া হবে। সংশ্লিষ্ট কর্তৃপক্ষের সঙ্গে যোগাযোগ করা হলে তারা জানান, বিষয়টি গুরুত্বের সঙ্গে বিবেচনা করা হচ্ছে এবং শিগগিরই চূড়ান্ত সিদ্ধান্ত জানানো হবে। সাধারণ মানুষের স্বার্থ রক্ষায় সব ধরনের পদক্ষেপ নেওয়া হবে বলেও আশ্বস্ত করা হয়। — [14, 432, 238, 496]
date-line: ৩০ জানুয়ারি ২০২৪ ॥ ১৬ মাঘ ১৪৩০ — [1014, 53, 1164, 64]
headline: নিরবচ্ছিন্ন গ্যাস পাচ্ছে না টেক্সটাইল — [497, 379, 705, 397]
body-paragraph: সংশ্লিষ্ট সূত্রে জানা গেছে, গতকাল অনুষ্ঠিত বৈঠকে এ বিষয়ে বিস্তারিত আলোচনা হয়েছে। কর্মকর্তারা জানিয়েছেন, দ্রুততম সময়ের মধ্যে প্রয়োজনীয় ব্যবস্থা নেওয়া হবে। সংশ্লিষ্ট কর্তৃপক্ষের সঙ্গে যোগাযোগ করা হলে তারা জানান, বিষয়টি গুরুত্বের সঙ্গে বিবেচনা করা হচ্ছে এবং শিগগিরই চূড়ান্ত সিদ্ধান্ত জানানো হবে। সাধারণ মানুষের স্বার্থ রক্ষায় সব ধরনের পদক্ষেপ নেওয়া হবে বলেও আশ্বস্ত করা হয়। — [726, 875, 951, 939]
headline: চিনির এত রকম দাম! — [777, 491, 900, 509]
body-paragraph: প্রকল্প সংশ্লিষ্টরা জানান, অবকাঠামো উন্নয়নের কাজ দ্রুত এগিয়ে চলছে। নির্ধারিত সময়ের মধ্যে কাজ শেষ করতে সার্বক্ষণিক তদারকি করা হচ্ছে। প্রকল্পটি বাস্তবায়ন হলে স্থানীয় অর্থনীতিতে ইতিবাচক প্রভাব পড়বে এবং নতুন কর্মসংস্থানের সুযোগ তৈরি হবে বলে আশা করছেন সংশ্লিষ্টরা। — [489, 1202, 713, 1256]
body-paragraph: দলের নেতারা বলেন, জনগণের অধিকার প্রতিষ্ঠায় আন্দোলন চালিয়ে যাওয়া হবে। নেতাকর্মীদের বিরুদ্ধে দায়ের করা মামলা প্রত্যাহারের দাবিও জানান তারা। সমাবেশে বিভিন্ন ইউনিটের নেতাকর্মীরা অংশ নেন। পরে একটি মিছিল নগরীর প্রধান সড়ক প্রদক্ষিণ করে। — [489, 1611, 713, 1664]
body-paragraph: গতকাল সকালে রাজধানীতে আয়োজিত সংবাদ সম্মেলনে এসব তথ্য জানানো হয়। অনুষ্ঠানে সংশ্লিষ্ট মন্ত্রণালয়ের ঊর্ধ্বতন কর্মকর্তারা উপস্থিত ছিলেন। বক্তারা বলেন, চলমান কার্যক্রম আরও গতিশীল করতে সবার সহযোগিতা প্রয়োজন। এ সময় বিভিন্ন প্রশ্নের জবাবও দেন তারা। পরে মুক্ত আলোচনায় অংশ নেন আমন্ত্রিত অতিথিরা। — [489, 1723, 713, 1776]
body-paragraph: শ্রম আইন লঙ্ঘনের মামলায় নোবেলজয়ী ড. মুহাম্মদ ইউনূসসহ ১৪ জনের বিরুদ্ধে অভিযোগ গঠনের শুনানির দিন ধার্য করা হয়েছে। আদালত সূত্রে জানা গেছে, ২২ লাখ ৬ হাজার ৭০০ টাকা জরিমানা সংক্রান্ত আদেশও বহাল রয়েছে। উভয় পক্ষের আইনজীবীদের উপস্থিতিতে শুনানি অনুষ্ঠিত হবে। — [14, 1459, 238, 1513]
headline: ইস্টার্ন রিফাইনারিতে দীর্ঘদিন ধরে — [267, 887, 460, 905]
continued-from-label: শেষ পৃষ্ঠার পর — [578, 401, 623, 410]
body-paragraph: বিশেষজ্ঞরা বলছেন, সার্বিক পরিস্থিতি বিবেচনায় নিয়ে সমন্বিত পরিকল্পনা গ্রহণ করা জরুরি। তা না হলে ভবিষ্যতে সমস্যা আরও প্রকট হতে পারে। ইতোমধ্যে সংশ্লিষ্ট দপ্তরগুলোকে প্রয়োজনীয় নির্দেশনা দেওয়া হয়েছে বলে জানা গেছে। পর্যবেক্ষকরা মনে করছেন, সঠিক বাস্তবায়ন নিশ্চিত করা গেলে ইতিবাচক ফল পাওয়া যাবে। — [14, 1363, 238, 1417]
headline: নতুন করে ডেঙ্গু — [79, 1702, 173, 1718]
body-paragraph: ১ ফেব্রুয়ারি থেকে শুরু হচ্ছে অমর একুশে বইমেলা। এবার মেট্রোরেলের সুবিধায় পাঠক-দর্শনার্থীরা সহজেই মেলা প্রাঙ্গণে পৌঁছাতে পারবেন বলে আশা করছেন আয়োজকরা। বাংলা একাডেমি জানিয়েছে, মেলার সার্বিক প্রস্তুতি প্রায় শেষ পর্যায়ে। প্রকাশকরা বলছেন, এবার নতুন বইয়ের সংখ্যা বাড়বে, বিক্রিও ভালো হবে। — [14, 936, 238, 989]
body-paragraph: বিশেষজ্ঞরা বলছেন, সার্বিক পরিস্থিতি বিবেচনায় নিয়ে সমন্বিত পরিকল্পনা গ্রহণ করা জরুরি। তা না হলে ভবিষ্যতে সমস্যা আরও প্রকট হতে পারে। ইতোমধ্যে সংশ্লিষ্ট দপ্তরগুলোকে প্রয়োজনীয় নির্দেশনা দেওয়া হয়েছে বলে জানা গেছে। পর্যবেক্ষকরা মনে করছেন, সঠিক বাস্তবায়ন নিশ্চিত করা গেলে ইতিবাচক ফল পাওয়া যাবে। — [726, 1009, 951, 1062]
body-paragraph: গতকাল সকালে রাজধানীতে আয়োজিত সংবাদ সম্মেলনে এসব তথ্য জানানো হয়। অনুষ্ঠানে সংশ্লিষ্ট মন্ত্রণালয়ের ঊর্ধ্বতন কর্মকর্তারা উপস্থিত ছিলেন। বক্তারা বলেন, চলমান কার্যক্রম আরও গতিশীল করতে সবার সহযোগিতা প্রয়োজন। এ সময় বিভিন্ন প্রশ্নের জবাবও দেন তারা। পরে মুক্ত আলোচনায় অংশ নেন আমন্ত্রিত অতিথিরা। — [489, 1258, 713, 1312]
article-eastern-refinery — [252, 887, 476, 1201]
body-paragraph: বিশেষজ্ঞরা বলছেন, সার্বিক পরিস্থিতি বিবেচনায় নিয়ে সমন্বিত পরিকল্পনা গ্রহণ করা জরুরি। তা না হলে ভবিষ্যতে সমস্যা আরও প্রকট হতে পারে। ইতোমধ্যে সংশ্লিষ্ট দপ্তরগুলোকে প্রয়োজনীয় নির্দেশনা দেওয়া হয়েছে বলে জানা গেছে। পর্যবেক্ষকরা মনে করছেন, সঠিক বাস্তবায়ন নিশ্চিত করা গেলে ইতিবাচক ফল পাওয়া যাবে। — [14, 92, 476, 1812]
body-paragraph: বাজার ঘুরে দেখা গেছে, নিত্যপ্রয়োজনীয় পণ্যের দাম নিয়ে ক্রেতাদের মধ্যে অসন্তোষ রয়েছে। বিক্রেতারা বলছেন, পাইকারি পর্যায়ে দাম বাড়ায় খুচরা বাজারেও তার প্রভাব পড়েছে। ভোক্তা অধিকার সংরক্ষণ অধিদপ্তরের অভিযান অব্যাহত থাকলেও দামে তেমন হেরফের হচ্ছে না বলে অভিযোগ সাধারণ ক্রেতাদের। — [726, 583, 951, 636]
body-paragraph: কোম্পানিটির পরিচালনা পর্ষদের সভায় ৩১ ডিসেম্বর ২০২৩ তারিখে সমাপ্ত সময়ের দ্বিতীয় প্রান্তিকের অনিরীক্ষিত আর্থিক প্রতিবেদন পর্যালোচনা ও অনুমোদন করা হবে। পাশাপাশি বিনিয়োগকারীদের জন্য প্রাসঙ্গিক অন্যান্য সিদ্ধান্তও সভায় অনুমোদনের জন্য উপস্থাপন করা হবে বলে ঢাকা স্টক এক্সচেঞ্জ সূত্রে জানা গেছে। — [251, 1458, 476, 1511]
article-textile-gas — [489, 380, 713, 637]
body-paragraph: দলের নেতারা বলেন, জনগণের অধিকার প্রতিষ্ঠায় আন্দোলন চালিয়ে যাওয়া হবে। নেতাকর্মীদের বিরুদ্ধে দায়ের করা মামলা প্রত্যাহারের দাবিও জানান তারা। সমাবেশে বিভিন্ন ইউনিটের নেতাকর্মীরা অংশ নেন। পরে একটি মিছিল নগরীর প্রধান সড়ক প্রদক্ষিণ করে। — [489, 1667, 713, 1720]
body-paragraph: গতকাল সকালে রাজধানীতে আয়োজিত সংবাদ সম্মেলনে এসব তথ্য জানানো হয়। অনুষ্ঠানে সংশ্লিষ্ট মন্ত্রণালয়ের ঊর্ধ্বতন কর্মকর্তারা উপস্থিত ছিলেন। বক্তারা বলেন, চলমান কার্যক্রম আরও গতিশীল করতে সবার সহযোগিতা প্রয়োজন। এ সময় বিভিন্ন প্রশ্নের জবাবও দেন তারা। পরে মুক্ত আলোচনায় অংশ নেন আমন্ত্রিত অতিথিরা। — [14, 1083, 238, 1136]
body-paragraph: কারাবন্দি মির্জা ফখরুল ইসলাম আলমগীরসহ নেতাকর্মীদের দলের প্রতিষ্ঠাবার্ষিকীর অনুষ্ঠানে স্মরণ করা হয়। নেতারা বলেন, মিথ্যা মামলায় নেতাকর্মীদের কারাগারে আটকে রাখা হয়েছে। অবিলম্বে মুক্তি না দিলে কঠোর কর্মসূচি ঘোষণার হুঁশিয়ারি দেন তারা। — [14, 651, 238, 694]
headline: ওয়াদা বাস্তবায়ন করবেন: স্বতন্ত্র এমপিদের প্রধানমন্ত্রী — [510, 1501, 692, 1537]
continued-from-label: শেষ পৃষ্ঠার পর — [103, 638, 148, 648]
